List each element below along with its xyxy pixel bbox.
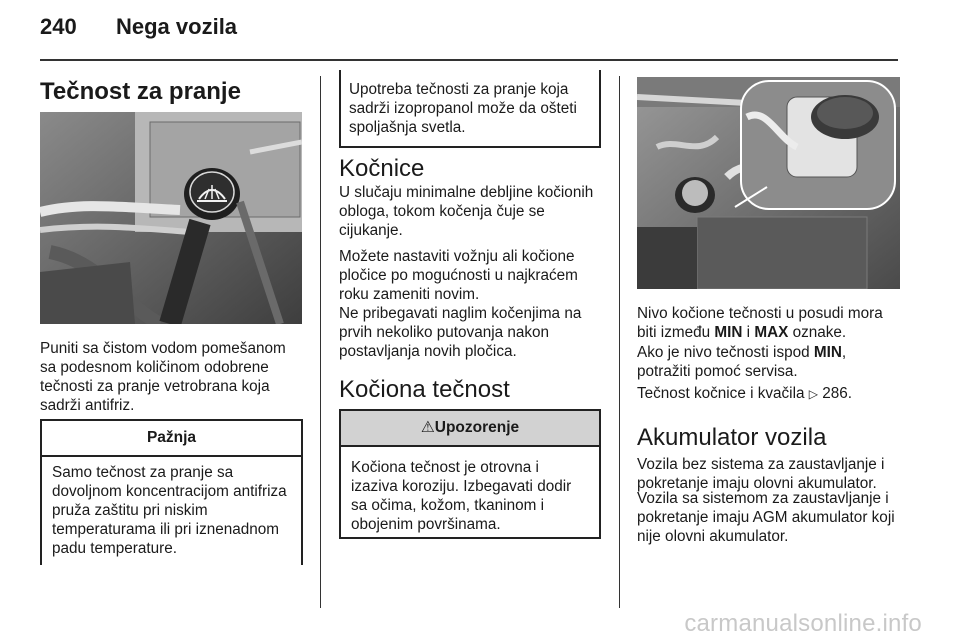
level-text-c: oznake. [788,324,847,341]
reference-text: Tečnost kočnice i kvačila [637,385,809,402]
notice-text: Samo tečnost za pranje sa dovoljnom koncentracijom antifriza pruža zaštitu pri niskim temperaturama ili pri iznenadnom padu temperature. [52,464,287,557]
warning-title: Upozorenje [434,419,520,436]
header-rule [40,59,898,61]
reference-page[interactable]: 286. [822,385,853,402]
section-heading-washer-fluid: Tečnost za pranje [40,78,241,105]
min-mark-label: MIN [714,324,743,341]
warning-header [341,411,599,447]
washer-fluid-paragraph: Puniti sa čistom vodom pomešanom sa podesnom količinom odobrene tečnosti za pranje vetrobrana koja sadrži antifriz. [40,340,286,414]
level-text-b: i [742,324,755,341]
warning-box [339,409,601,539]
low-level-text-b: , potražiti pomoć servisa. [637,344,847,380]
brakes-paragraph-1: U slučaju minimalne debljine kočionih obloga, tokom kočenja čuje se cijukanje. [339,184,594,239]
column-divider-1 [320,76,321,608]
brake-fluid-level-paragraph [637,304,899,342]
warning-triangle-icon: ⚠ [420,419,435,436]
section-heading-brake-fluid: Kočiona tečnost [339,376,510,403]
notice-title: Pažnja [42,421,301,457]
min-mark-label-2: MIN [813,344,842,361]
battery-paragraph-2: Vozila sa sistemom za zaustavljanje i pokretanje imaju AGM akumulator koji nije olovni akumulator. [637,490,895,545]
brake-clutch-fluid-reference [637,384,899,404]
low-level-paragraph [637,343,899,381]
watermark: carmanualsonline.info [684,610,922,637]
notice-box [40,419,303,565]
max-mark-label: MAX [754,324,789,341]
low-level-text-a: Ako je nivo tečnosti ispod [637,344,814,361]
page-number: 240 [40,14,77,39]
battery-paragraph-1: Vozila bez sistema za zaustavljanje i pokretanje imaju olovni akumulator. [637,456,885,492]
column-divider-2 [619,76,620,608]
level-text-a: Nivo kočione tečnosti u posudi mora biti između [637,305,883,341]
section-heading-brakes: Kočnice [339,155,425,182]
isopropanol-notice-text: Upotreba tečnosti za pranje koja sadrži izopropanol može da ošteti spoljašnja svetla. [349,81,577,136]
section-heading-battery: Akumulator vozila [637,424,827,451]
warning-text: Kočiona tečnost je otrovna i izaziva koroziju. Izbegavati dodir sa očima, kožom, tkaninom i obojenim površinama. [351,459,572,533]
washer-fluid-photo [40,112,302,324]
washer-fluid-cap-icon [195,179,229,205]
brake-fluid-photo [637,77,900,289]
reference-arrow-icon: ▷ [808,387,818,401]
isopropanol-notice-box [339,70,601,148]
brakes-paragraph-3: Ne pribegavati naglim kočenjima na prvih nekoliko putovanja nakon postavljanja novih pločica. [339,305,582,360]
chapter-title: Nega vozila [116,14,238,39]
brakes-paragraph-2: Možete nastaviti vožnju ali kočione pločice po mogućnosti u najkraćem roku zameniti novim. [339,248,578,303]
